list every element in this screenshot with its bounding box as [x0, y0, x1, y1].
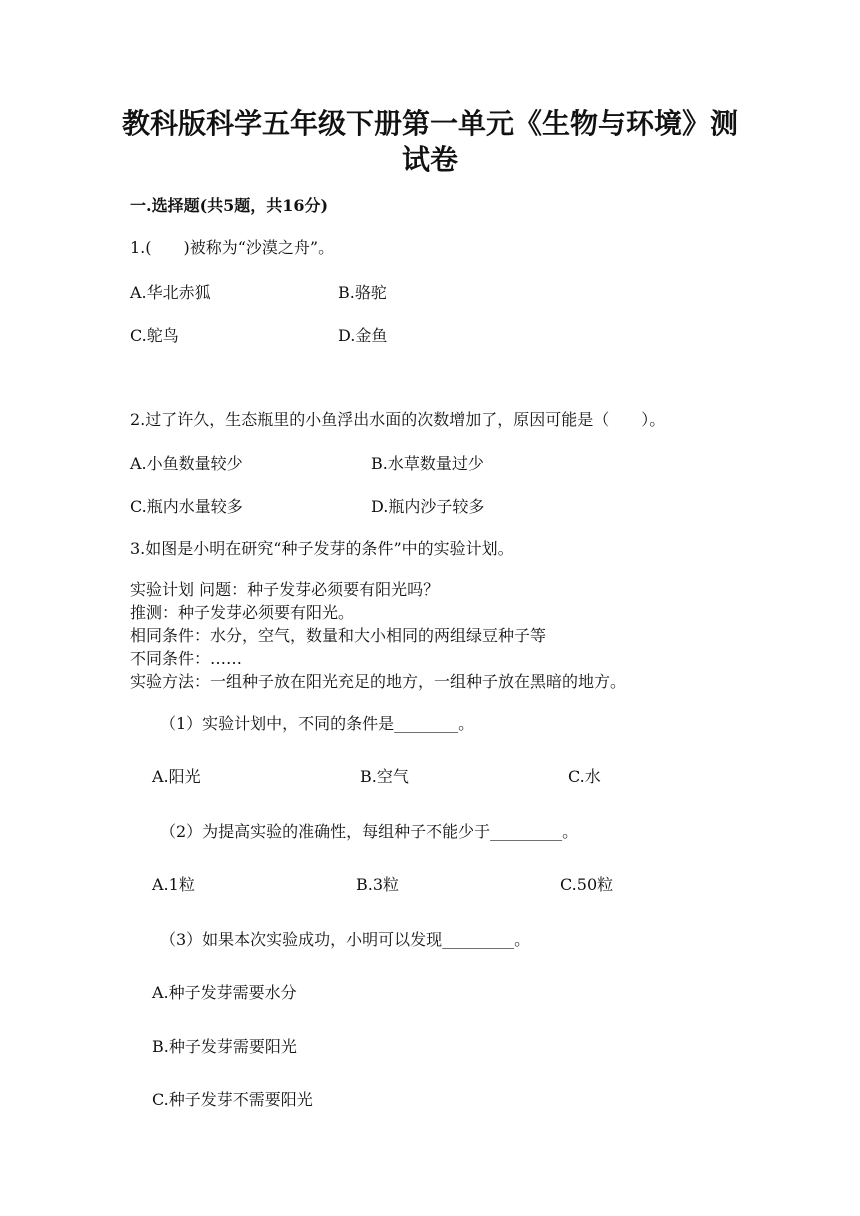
subquestion-3-option-b: B.种子发芽需要阳光: [152, 1037, 297, 1056]
question-1-option-b: B.骆驼: [338, 283, 387, 302]
plan-line-hypothesis: 推测：种子发芽必须要有阳光。: [130, 603, 355, 622]
question-1-option-c: C.鸵鸟: [130, 326, 179, 345]
question-2-stem: 2.过了许久，生态瓶里的小鱼浮出水面的次数增加了，原因可能是（ ）。: [130, 410, 666, 429]
plan-line-method: 实验方法：一组种子放在阳光充足的地方，一组种子放在黑暗的地方。: [130, 672, 627, 691]
section-heading: 一.选择题(共5题，共16分): [130, 196, 329, 215]
question-1-option-a: A.华北赤狐: [130, 283, 211, 302]
subquestion-1-option-b: B.空气: [360, 767, 409, 786]
subquestion-1-option-a: A.阳光: [152, 767, 201, 786]
page-title-line1: 教科版科学五年级下册第一单元《生物与环境》测: [121, 107, 738, 140]
question-1-stem: 1.( )被称为“沙漠之舟”。: [130, 238, 335, 257]
subquestion-1-option-c: C.水: [568, 767, 601, 786]
question-3-stem: 3.如图是小明在研究“种子发芽的条件”中的实验计划。: [130, 539, 514, 558]
subquestion-2-option-c: C.50粒: [560, 875, 614, 894]
subquestion-1-stem: （1）实验计划中，不同的条件是________。: [160, 714, 475, 733]
question-2-option-d: D.瓶内沙子较多: [371, 497, 485, 516]
question-2-option-a: A.小鱼数量较少: [130, 454, 243, 473]
subquestion-2-option-b: B.3粒: [356, 875, 400, 894]
page-title-line2: 试卷: [401, 143, 458, 176]
subquestion-3-option-a: A.种子发芽需要水分: [152, 983, 297, 1002]
question-1-option-d: D.金鱼: [338, 326, 388, 345]
subquestion-3-stem: （3）如果本次实验成功，小明可以发现_________。: [160, 930, 531, 949]
subquestion-2-stem: （2）为提高实验的准确性，每组种子不能少于_________。: [160, 822, 579, 841]
plan-line-question: 实验计划 问题：种子发芽必须要有阳光吗？: [130, 580, 440, 599]
plan-line-same-conditions: 相同条件：水分，空气，数量和大小相同的两组绿豆种子等: [130, 626, 547, 645]
experiment-plan: [130, 578, 626, 693]
question-2-option-c: C.瓶内水量较多: [130, 497, 243, 516]
question-2-option-b: B.水草数量过少: [371, 454, 484, 473]
plan-line-different-conditions: 不同条件：……: [130, 649, 243, 668]
subquestion-3-option-c: C.种子发芽不需要阳光: [152, 1090, 313, 1109]
subquestion-2-option-a: A.1粒: [152, 875, 195, 894]
